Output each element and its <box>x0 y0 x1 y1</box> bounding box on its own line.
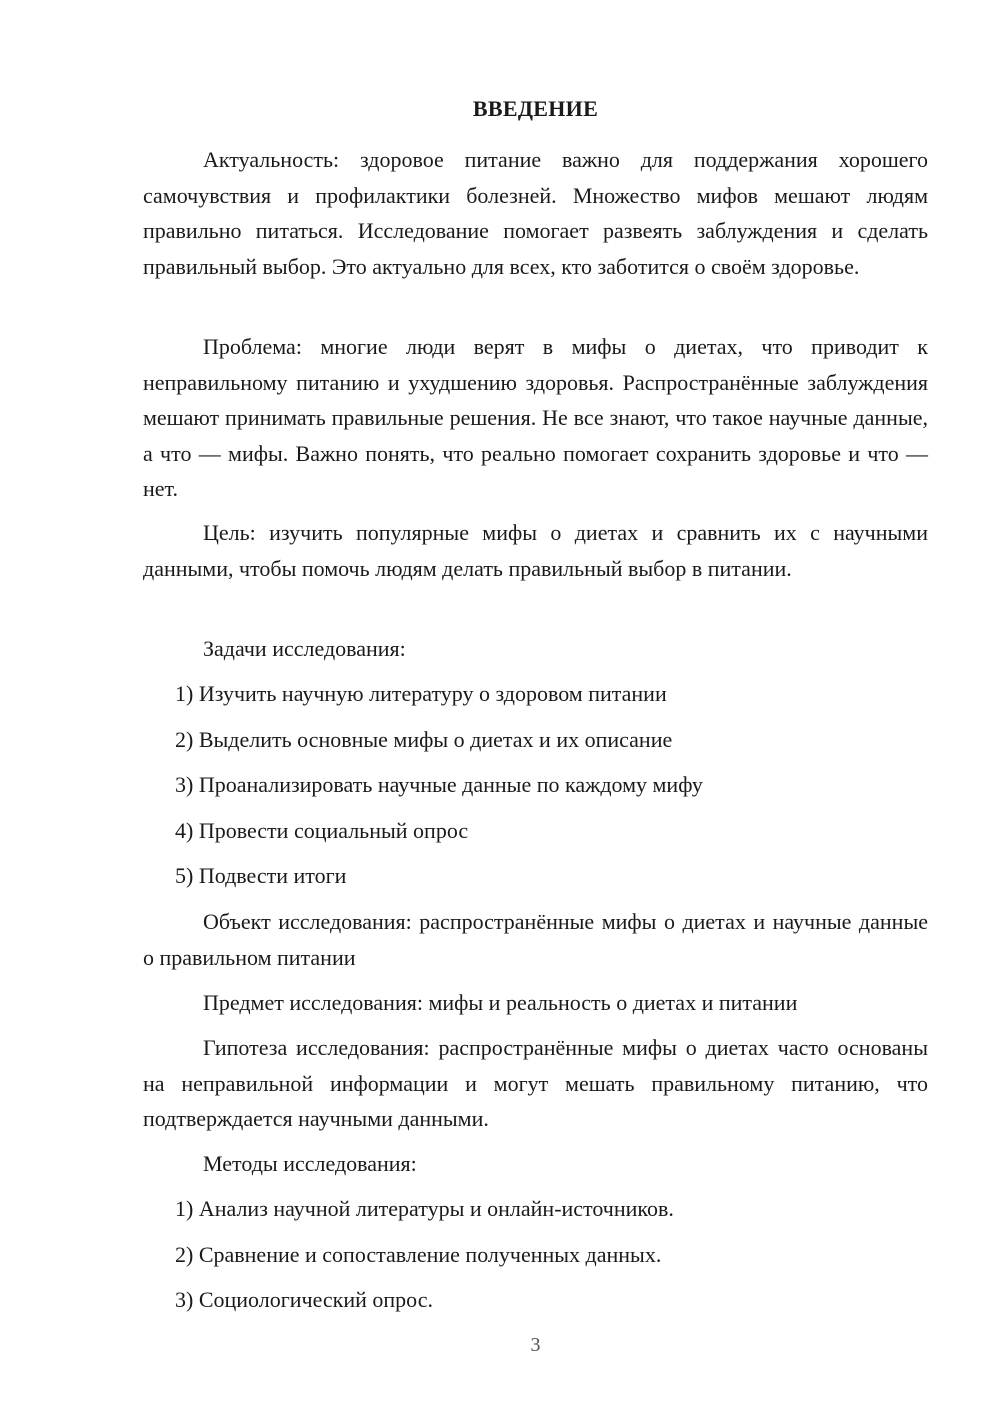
hypothesis-paragraph: Гипотеза исследования: распространённые мифы о диетах часто основаны на неправильной информации и могут мешать правильному питанию, что подтверждается научными данными. <box>143 1035 928 1131</box>
task-item: 2) Выделить основные мифы о диетах и их описание <box>175 727 673 752</box>
method-item: 2) Сравнение и сопоставление полученных данных. <box>175 1242 662 1267</box>
problem-paragraph: Проблема: многие люди верят в мифы о диетах, что приводит к неправильному питанию и ухудшению здоровья. Распространённые заблуждения мешают принимать правильные решения. Не все знают, что такое научные данные, а что — мифы. Важно понять, что реально помогает сохранить здоровье и что — нет. <box>143 334 928 501</box>
method-item: 1) Анализ научной литературы и онлайн-источников. <box>175 1196 674 1221</box>
tasks-title: Задачи исследования: <box>203 636 406 661</box>
goal-paragraph: Цель: изучить популярные мифы о диетах и сравнить их с научными данными, чтобы помочь людям делать правильный выбор в питании. <box>143 520 928 581</box>
page-title: ВВЕДЕНИЕ <box>472 96 599 121</box>
task-item: 5) Подвести итоги <box>175 863 347 888</box>
page-number: 3 <box>530 1334 541 1356</box>
subject-paragraph: Предмет исследования: мифы и реальность о диетах и питании <box>203 990 798 1015</box>
task-item: 4) Провести социальный опрос <box>175 818 469 843</box>
method-item: 3) Социологический опрос. <box>175 1287 433 1312</box>
methods-title: Методы исследования: <box>203 1151 417 1176</box>
task-item: 3) Проанализировать научные данные по каждому мифу <box>175 772 703 797</box>
document-page <box>143 0 928 1414</box>
relevance-paragraph: Актуальность: здоровое питание важно для поддержания хорошего самочувствия и профилактики болезней. Множество мифов мешают людям правильно питаться. Исследование помогает развеять заблуждения и сделать правильный выбор. Это актуально для всех, кто заботится о своём здоровье. <box>143 147 928 279</box>
task-item: 1) Изучить научную литературу о здоровом питании <box>175 681 667 706</box>
object-paragraph: Объект исследования: распространённые мифы о диетах и научные данные о правильном питании <box>143 909 928 970</box>
